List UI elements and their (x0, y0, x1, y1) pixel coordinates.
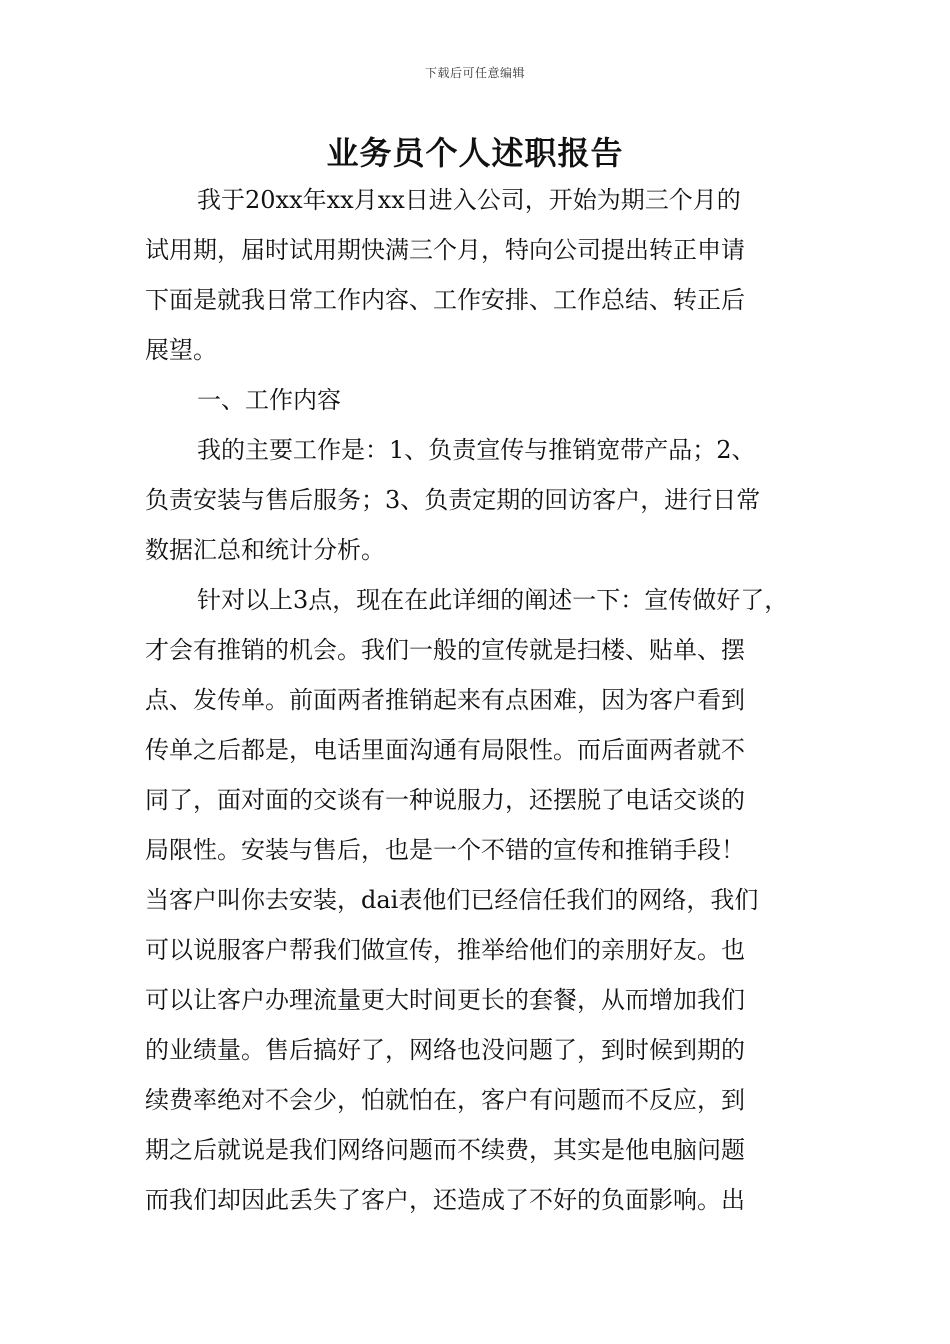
paragraph-line: 而我们却因此丢失了客户，还造成了不好的负面影响。出 (145, 1186, 745, 1214)
paragraph-line: 传单之后都是，电话里面沟通有局限性。而后面两者就不 (145, 736, 745, 764)
paragraph-line: 数据汇总和统计分析。 (145, 536, 385, 564)
paragraph-line: 可以让客户办理流量更大时间更长的套餐，从而增加我们 (145, 986, 745, 1014)
paragraph-line: 针对以上3点，现在在此详细的阐述一下：宣传做好了， (197, 586, 789, 614)
paragraph-line: 当客户叫你去安装，dai表他们已经信任我们的网络，我们 (145, 886, 759, 914)
paragraph-line: 展望。 (145, 336, 217, 364)
document-title: 业务员个人述职报告 (326, 134, 624, 172)
paragraph-line: 期之后就说是我们网络问题而不续费，其实是他电脑问题 (145, 1136, 745, 1164)
paragraph-line: 我于20xx年xx月xx日进入公司，开始为期三个月的 (197, 186, 741, 214)
paragraph-line: 可以说服客户帮我们做宣传，推举给他们的亲朋好友。也 (145, 936, 745, 964)
document-body (145, 175, 810, 1225)
paragraph-line: 局限性。安装与售后，也是一个不错的宣传和推销手段！ (145, 836, 745, 864)
header-note: 下载后可任意编辑 (424, 66, 525, 80)
paragraph-line: 点、发传单。前面两者推销起来有点困难，因为客户看到 (145, 686, 745, 714)
paragraph-line: 的业绩量。售后搞好了，网络也没问题了，到时候到期的 (145, 1036, 745, 1064)
paragraph-line: 续费率绝对不会少，怕就怕在，客户有问题而不反应，到 (145, 1086, 745, 1114)
paragraph-line: 试用期，届时试用期快满三个月，特向公司提出转正申请 (145, 236, 745, 264)
paragraph-line: 我的主要工作是：1、负责宣传与推销宽带产品；2、 (197, 436, 756, 464)
paragraph-line: 负责安装与售后服务；3、负责定期的回访客户，进行日常 (145, 486, 761, 514)
paragraph-line: 下面是就我日常工作内容、工作安排、工作总结、转正后 (145, 286, 745, 314)
paragraph-line: 同了，面对面的交谈有一种说服力，还摆脱了电话交谈的 (145, 786, 745, 814)
section-heading: 一、工作内容 (197, 386, 341, 414)
paragraph-line: 才会有推销的机会。我们一般的宣传就是扫楼、贴单、摆 (145, 636, 745, 664)
